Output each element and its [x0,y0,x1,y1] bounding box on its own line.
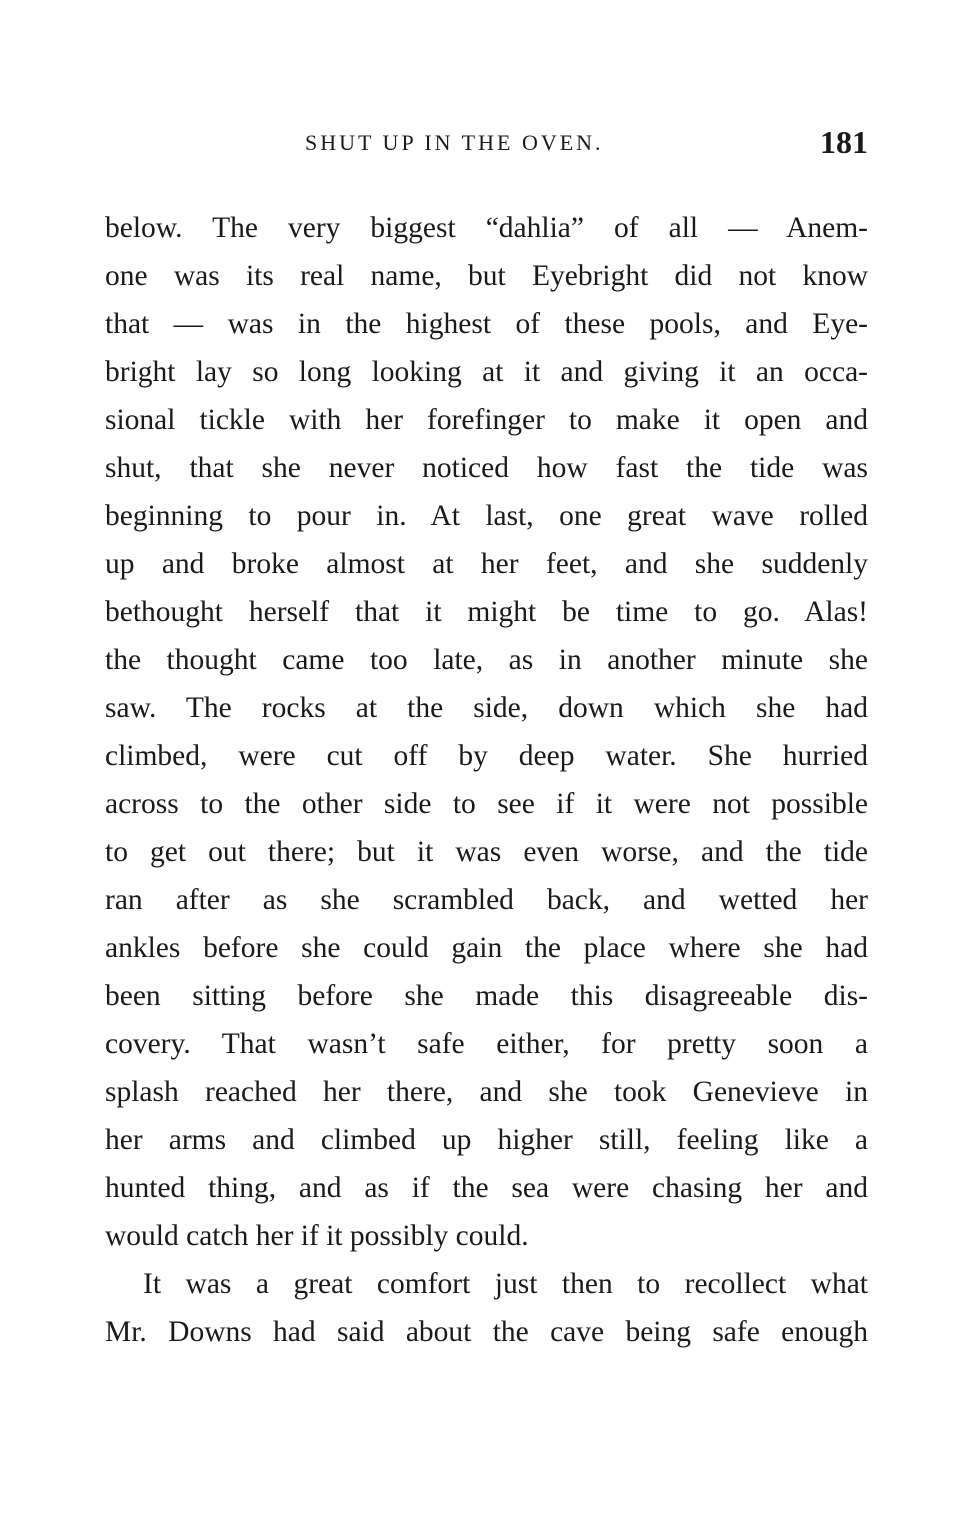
text-line: would catch her if it possibly could. [105,1220,529,1252]
page-number: 181 [820,124,868,160]
text-line: bright lay so long looking at it and giving it an occa- [105,356,868,388]
text-line: that — was in the highest of these pools, and Eye- [105,308,868,340]
text-line: one was its real name, but Eyebright did not know [105,260,868,292]
page-header [105,124,868,168]
text-line: across to the other side to see if it were not possible [105,788,868,820]
text-line: bethought herself that it might be time to go. Alas! [105,596,868,628]
text-line: the thought came too late, as in another minute she [105,644,868,676]
text-line: beginning to pour in. At last, one great wave rolled [105,500,868,532]
text-line: hunted thing, and as if the sea were chasing her and [105,1172,868,1204]
text-line: shut, that she never noticed how fast the tide was [105,452,868,484]
running-head: SHUT UP IN THE OVEN. [305,130,604,155]
text-line: her arms and climbed up higher still, feeling like a [105,1124,868,1156]
text-line: sional tickle with her forefinger to make it open and [105,404,868,436]
text-line: ran after as she scrambled back, and wetted her [105,884,868,916]
text-line: It was a great comfort just then to recollect what [143,1268,868,1300]
text-line: Mr. Downs had said about the cave being safe enough [105,1316,868,1348]
text-line: splash reached her there, and she took Genevieve in [105,1076,868,1108]
text-line: to get out there; but it was even worse, and the tide [105,836,868,868]
text-line: up and broke almost at her feet, and she suddenly [105,548,868,580]
text-line: been sitting before she made this disagreeable dis- [105,980,868,1012]
text-line: climbed, were cut off by deep water. She hurried [105,740,868,772]
text-line: below. The very biggest “dahlia” of all — Anem- [105,212,868,244]
body-text [105,204,868,1356]
text-line: covery. That wasn’t safe either, for pretty soon a [105,1028,868,1060]
text-line: ankles before she could gain the place where she had [105,932,868,964]
text-line: saw. The rocks at the side, down which she had [105,692,868,724]
